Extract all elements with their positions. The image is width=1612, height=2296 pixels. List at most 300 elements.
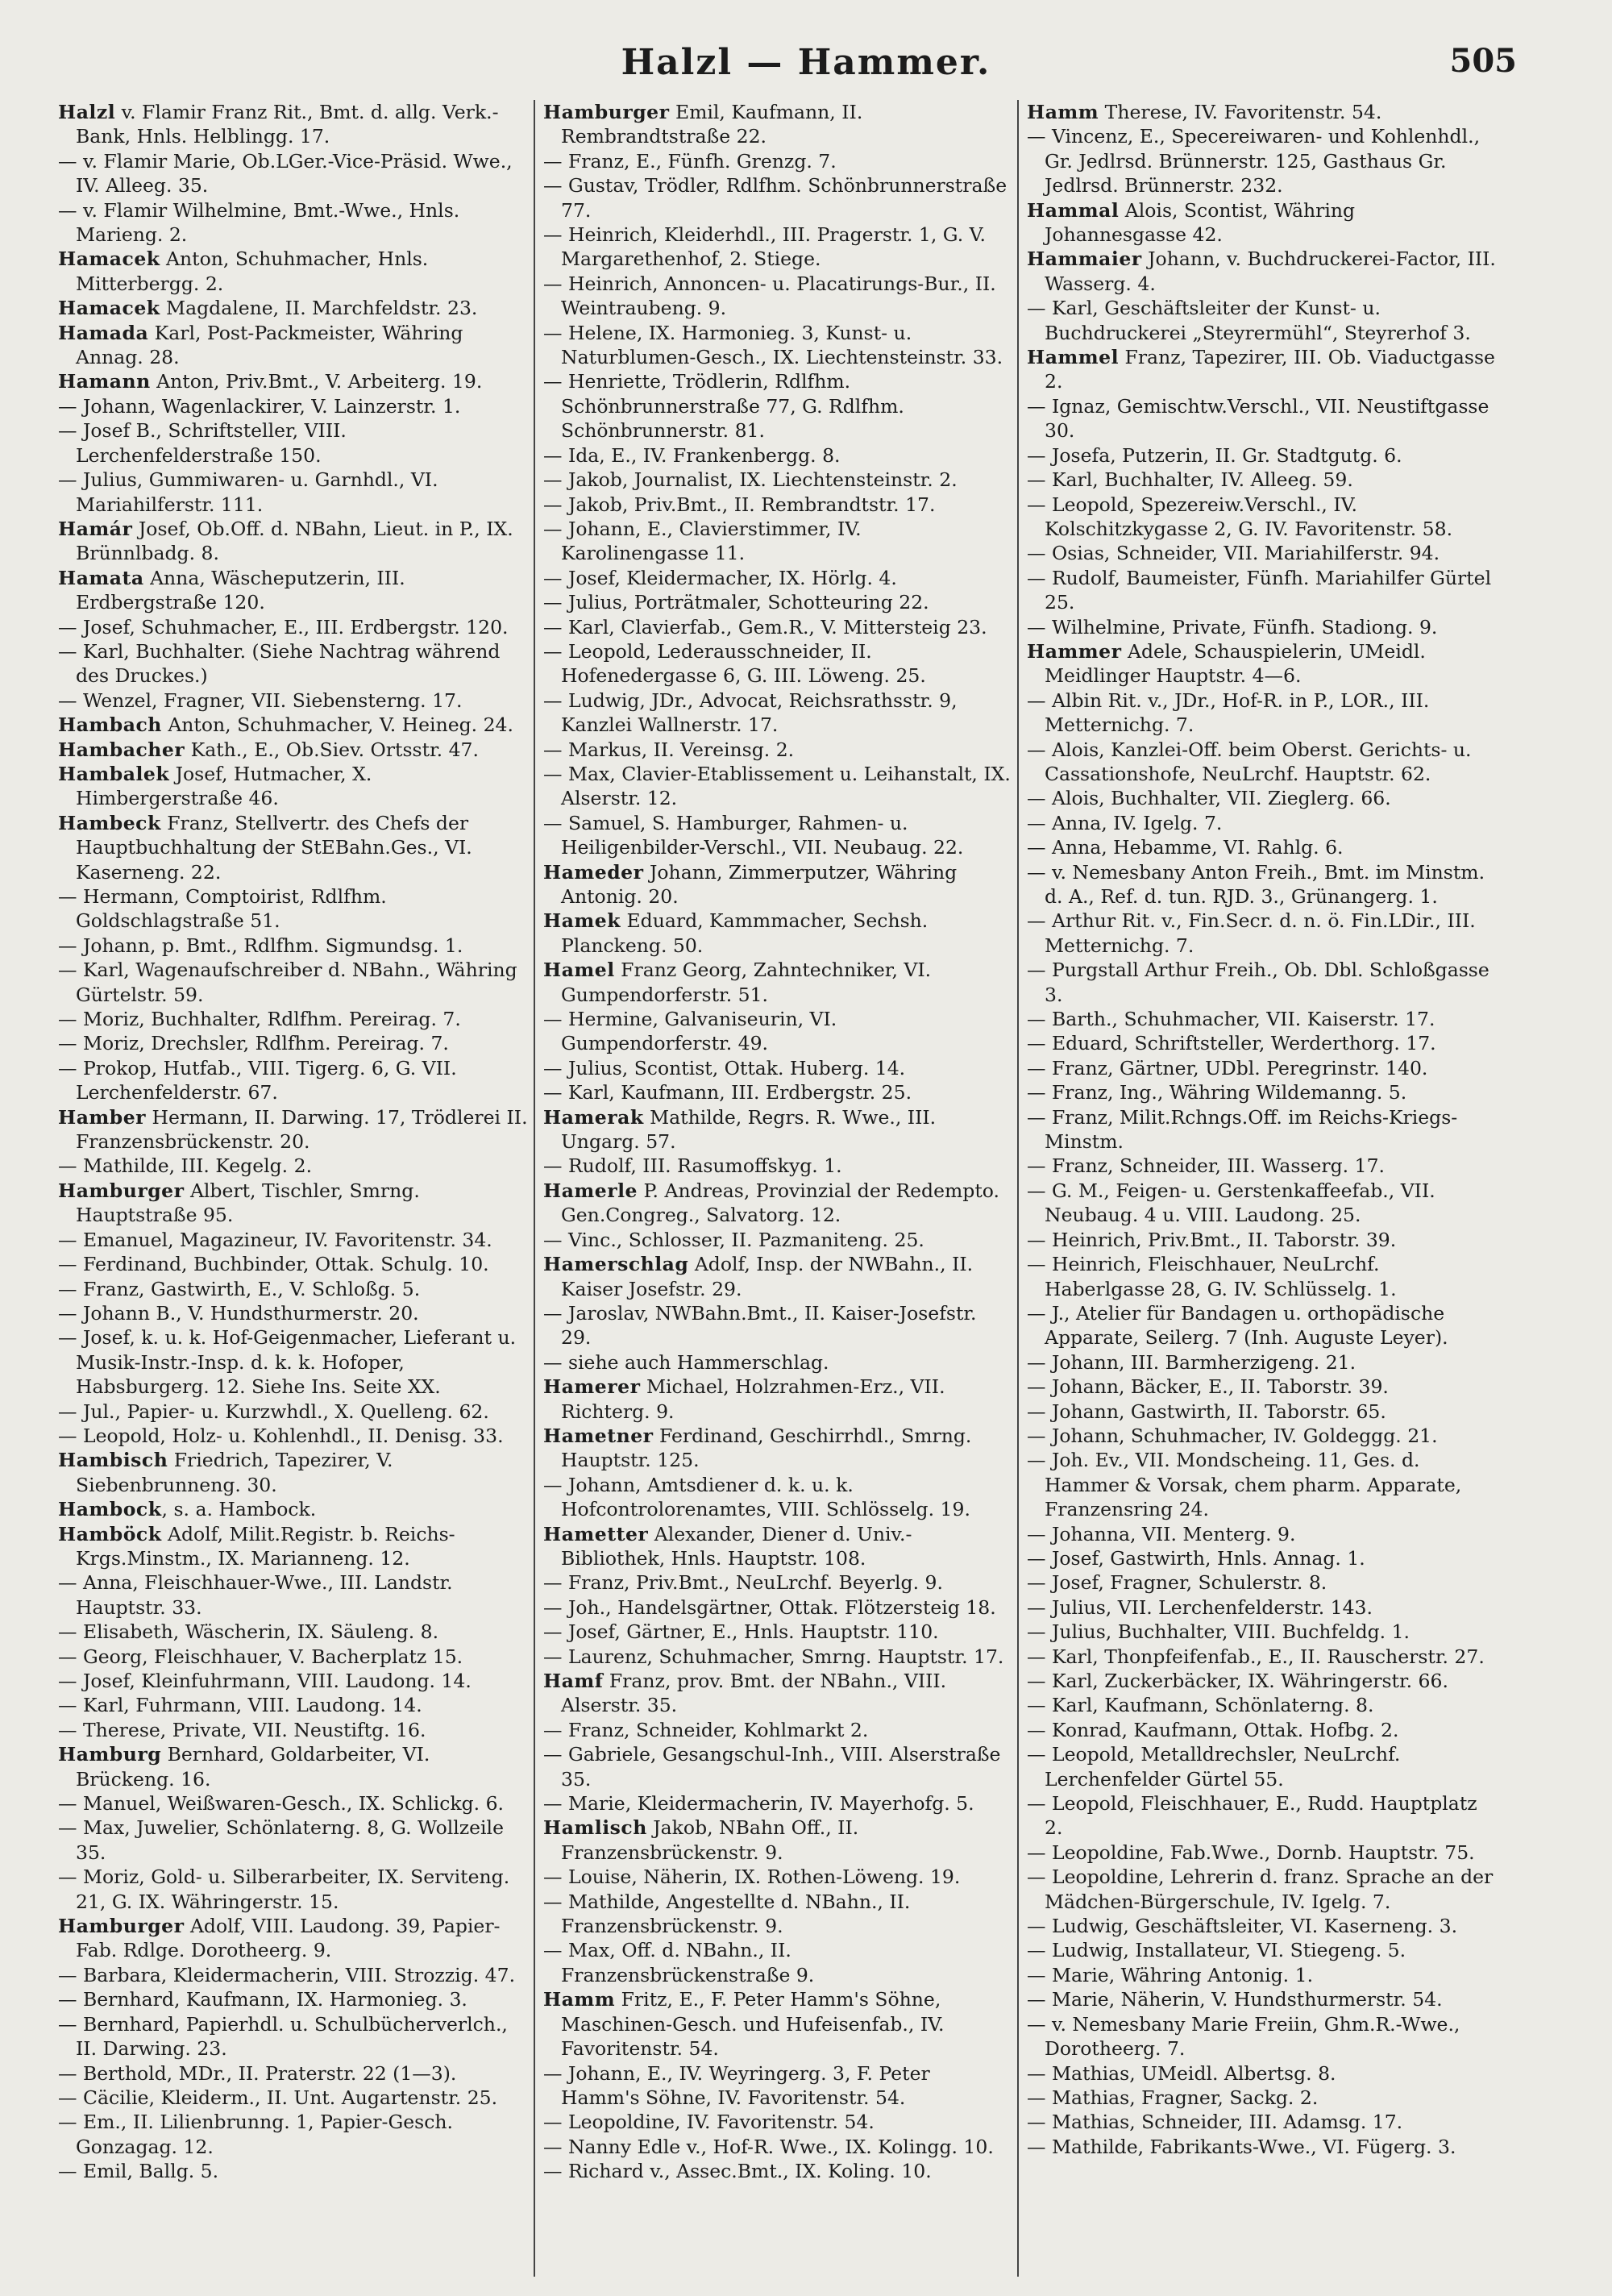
entry-text: — Mathias, Fragner, Sackg. 2. bbox=[1027, 2086, 1319, 2109]
entry-text: Franz, Tapezirer, III. Ob. Viaductgasse 2. bbox=[1045, 346, 1495, 393]
directory-entry bbox=[1027, 1424, 1496, 1448]
directory-entry bbox=[58, 1718, 529, 1742]
directory-entry bbox=[543, 100, 1012, 149]
directory-entry bbox=[58, 713, 529, 737]
directory-entry bbox=[58, 1277, 529, 1301]
directory-entry bbox=[543, 1987, 1012, 2061]
entry-text: — Anna, IV. Igelg. 7. bbox=[1027, 811, 1223, 834]
entry-text: — Heinrich, Fleischhauer, NeuLrchf. Haberlgasse 28, G. IV. Schlüsselg. 1. bbox=[1027, 1253, 1397, 1300]
entry-text: Hermann, II. Darwing. 17, Trödlerei II. Franzensbrückenstr. 20. bbox=[76, 1105, 528, 1154]
entry-text: Friedrich, Tapezirer, V. Siebenbrunneng. 30. bbox=[76, 1449, 393, 1496]
entry-text: Albert, Tischler, Smrng. Hauptstraße 95. bbox=[76, 1179, 420, 1227]
entry-text: — Jaroslav, NWBahn.Bmt., II. Kaiser-Josefstr. 29. bbox=[543, 1301, 977, 1350]
entry-text: — Johanna, VII. Menterg. 9. bbox=[1027, 1522, 1296, 1545]
directory-entry bbox=[543, 493, 1012, 517]
entry-text: — Johann, Amtsdiener d. k. u. k. Hofcontrolorenamtes, VIII. Schlösselg. 19. bbox=[543, 1473, 970, 1521]
directory-entry bbox=[543, 1718, 1012, 1742]
entry-text: Anton, Priv.Bmt., V. Arbeiterg. 19. bbox=[150, 370, 483, 393]
entry-text: — Cäcilie, Kleiderm., II. Unt. Augartenstr. 25. bbox=[58, 2086, 498, 2109]
directory-entry bbox=[543, 1350, 1012, 1375]
directory-entry bbox=[58, 884, 529, 934]
entry-text: — Emil, Ballg. 5. bbox=[58, 2160, 219, 2183]
directory-entry bbox=[58, 1007, 529, 1031]
entry-text: — Moriz, Buchhalter, Rdlfhm. Pereirag. 7. bbox=[58, 1008, 461, 1031]
entry-text: — siehe auch Hammerschlag. bbox=[543, 1350, 829, 1374]
entry-text: — Heinrich, Annoncen- u. Placatirungs-Bur., II. Weintraubeng. 9. bbox=[543, 272, 996, 320]
directory-entry bbox=[543, 1154, 1012, 1178]
entry-text: — Ida, E., IV. Frankenbergg. 8. bbox=[543, 443, 841, 467]
directory-entry bbox=[543, 468, 1012, 492]
entry-text: Karl, Post-Packmeister, Währing Annag. 28. bbox=[76, 321, 463, 369]
directory-entry bbox=[58, 2159, 529, 2183]
directory-entry bbox=[58, 688, 529, 713]
entry-text: — Karl, Kaufmann, Schönlaterng. 8. bbox=[1027, 1694, 1374, 1717]
directory-entry bbox=[1027, 738, 1496, 787]
entry-text: — Louise, Näherin, IX. Rothen-Löweng. 19. bbox=[543, 1866, 961, 1889]
entry-text: — Ludwig, Geschäftsleiter, VI. Kaserneng. 3. bbox=[1027, 1915, 1458, 1938]
directory-entry bbox=[58, 1400, 529, 1424]
page-number: 505 bbox=[1449, 42, 1517, 80]
entry-surname: Hamber bbox=[58, 1105, 147, 1129]
entry-text: Johann, Zimmerputzer, Währing Antonig. 20. bbox=[561, 860, 958, 908]
entry-text: Eduard, Kammmacher, Sechsh. Planckeng. 50. bbox=[561, 909, 929, 957]
directory-entry bbox=[1027, 1718, 1496, 1742]
directory-entry bbox=[543, 1080, 1012, 1104]
directory-entry bbox=[58, 1963, 529, 1987]
entry-text: — Richard v., Assec.Bmt., IX. Koling. 10. bbox=[543, 2160, 932, 2183]
entry-text: — Elisabeth, Wäscherin, IX. Säuleng. 8. bbox=[58, 1620, 439, 1644]
directory-entry bbox=[1027, 860, 1496, 909]
directory-entry bbox=[58, 1791, 529, 1816]
directory-entry bbox=[1027, 1350, 1496, 1375]
entry-text: — Johann, Schuhmacher, IV. Goldeggg. 21. bbox=[1027, 1424, 1438, 1447]
entry-surname: Hamann bbox=[58, 370, 151, 393]
entry-text: — Julius, VII. Lerchenfelderstr. 143. bbox=[1027, 1595, 1373, 1619]
directory-entry bbox=[58, 1865, 529, 1914]
entry-text: — Max, Clavier-Etablissement u. Leihanstalt, IX. Alserstr. 12. bbox=[543, 762, 1011, 810]
entry-surname: Hammaier bbox=[1027, 247, 1142, 271]
directory-entry bbox=[58, 811, 529, 884]
entry-text: Alexander, Diener d. Univ.-Bibliothek, Hnls. Hauptstr. 108. bbox=[561, 1522, 912, 1570]
entry-text: — Emanuel, Magazineur, IV. Favoritenstr. 34. bbox=[58, 1228, 492, 1251]
directory-entry bbox=[543, 1179, 1012, 1228]
entry-text: — Johann, E., IV. Weyringerg. 3, F. Peter Hamm's Söhne, IV. Favoritenstr. 54. bbox=[543, 2061, 930, 2109]
directory-entry bbox=[543, 1570, 1012, 1595]
directory-entry bbox=[1027, 688, 1496, 738]
entry-text: — Ludwig, Installateur, VI. Stiegeng. 5. bbox=[1027, 1939, 1406, 1962]
directory-entry bbox=[1027, 1865, 1496, 1914]
entry-text: Michael, Holzrahmen-Erz., VII. Richterg. 9. bbox=[561, 1375, 945, 1423]
entry-surname: Hambeck bbox=[58, 811, 161, 834]
directory-entry bbox=[543, 369, 1012, 443]
directory-entry bbox=[1027, 1841, 1496, 1865]
entry-text: — Franz, Priv.Bmt., NeuLrchf. Beyerlg. 9. bbox=[543, 1571, 943, 1595]
directory-entry bbox=[1027, 1570, 1496, 1595]
entry-surname: Hamel bbox=[543, 959, 615, 982]
entry-text: P. Andreas, Provinzial der Redempto. Gen.Congreg., Salvatorg. 12. bbox=[561, 1179, 999, 1227]
directory-entry bbox=[1027, 1375, 1496, 1399]
directory-entry bbox=[58, 566, 529, 615]
column-left bbox=[50, 100, 534, 2277]
directory-entry bbox=[543, 738, 1012, 762]
entry-text: — Hermine, Galvaniseurin, VI. Gumpendorferstr. 49. bbox=[543, 1008, 837, 1055]
directory-entry bbox=[1027, 835, 1496, 859]
entry-text: Adolf, Milit.Registr. b. Reichs-Krgs.Minstm., IX. Marianneng. 12. bbox=[76, 1522, 455, 1570]
directory-entry bbox=[543, 2061, 1012, 2111]
directory-entry bbox=[1027, 493, 1496, 542]
directory-entry bbox=[1027, 1645, 1496, 1669]
entry-text: Ferdinand, Geschirrhdl., Smrng. Hauptstr. 125. bbox=[561, 1424, 972, 1472]
directory-entry bbox=[58, 1669, 529, 1693]
entry-text: — Karl, Thonpfeifenfab., E., II. Rauscherstr. 27. bbox=[1027, 1645, 1485, 1668]
entry-text: Adolf, Insp. der NWBahn., II. Kaiser Josefstr. 29. bbox=[561, 1253, 974, 1300]
entry-text: — Konrad, Kaufmann, Ottak. Hofbg. 2. bbox=[1027, 1718, 1399, 1741]
entry-text: — Jul., Papier- u. Kurzwhdl., X. Quelleng. 62. bbox=[58, 1400, 489, 1423]
page-header bbox=[0, 32, 1612, 89]
directory-entry bbox=[543, 149, 1012, 173]
directory-entry bbox=[543, 223, 1012, 272]
entry-text: — Mathias, UMeidl. Albertsg. 8. bbox=[1027, 2061, 1336, 2085]
entry-text: — Albin Rit. v., JDr., Hof-R. in P., LOR., III. Metternichg. 7. bbox=[1027, 688, 1430, 737]
directory-entry bbox=[543, 909, 1012, 958]
entry-text: — Leopoldine, Fab.Wwe., Dornb. Hauptstr. 75. bbox=[1027, 1841, 1475, 1864]
entry-text: Anna, Wäscheputzerin, III. Erdbergstraße 120. bbox=[76, 566, 405, 614]
directory-entry bbox=[1027, 345, 1496, 394]
directory-entry bbox=[1027, 296, 1496, 345]
directory-entry bbox=[543, 1595, 1012, 1620]
entry-text: — Ferdinand, Buchbinder, Ottak. Schulg. 10. bbox=[58, 1253, 489, 1276]
entry-surname: Hambacher bbox=[58, 738, 185, 761]
directory-entry bbox=[543, 1742, 1012, 1791]
directory-entry bbox=[1027, 124, 1496, 198]
entry-text: Magdalene, II. Marchfeldstr. 23. bbox=[160, 297, 478, 320]
directory-entry bbox=[1027, 1546, 1496, 1570]
directory-entry bbox=[1027, 1742, 1496, 1791]
entry-text: — Johann B., V. Hundsthurmerstr. 20. bbox=[58, 1301, 419, 1325]
entry-text: — Wenzel, Fragner, VII. Siebensterng. 17. bbox=[58, 688, 463, 712]
directory-entry bbox=[58, 418, 529, 468]
entry-text: , s. a. Hambock. bbox=[161, 1498, 317, 1521]
entry-text: — Josefa, Putzerin, II. Gr. Stadtgutg. 6. bbox=[1027, 443, 1402, 467]
directory-entry bbox=[1027, 615, 1496, 639]
entry-surname: Halzl bbox=[58, 101, 116, 123]
entry-surname: Hamerak bbox=[543, 1105, 644, 1129]
directory-entry bbox=[543, 1620, 1012, 1644]
entry-text: Emil, Kaufmann, II. Rembrandtstraße 22. bbox=[561, 101, 863, 148]
directory-columns bbox=[50, 100, 1514, 2277]
entry-text: — v. Flamir Marie, Ob.LGer.-Vice-Präsid. Wwe., IV. Alleeg. 35. bbox=[58, 149, 513, 198]
entry-text: — Leopold, Metalldrechsler, NeuLrchf. Lerchenfelder Gürtel 55. bbox=[1027, 1743, 1401, 1791]
entry-text: — Purgstall Arthur Freih., Ob. Dbl. Schloßgasse 3. bbox=[1027, 959, 1489, 1006]
directory-entry bbox=[543, 615, 1012, 639]
entry-surname: Hamburger bbox=[58, 1179, 185, 1202]
entry-text: — Julius, Scontist, Ottak. Huberg. 14. bbox=[543, 1056, 906, 1079]
entry-surname: Hamerle bbox=[543, 1179, 638, 1202]
entry-text: Mathilde, Regrs. R. Wwe., III. Ungarg. 57. bbox=[561, 1105, 937, 1154]
entry-text: — Franz, Ing., Währing Wildemanng. 5. bbox=[1027, 1081, 1407, 1104]
directory-entry bbox=[543, 1375, 1012, 1424]
entry-surname: Hamlisch bbox=[543, 1816, 647, 1840]
directory-entry bbox=[1027, 2061, 1496, 2086]
directory-entry bbox=[543, 2159, 1012, 2183]
entry-text: — Arthur Rit. v., Fin.Secr. d. n. ö. Fin.LDir., III. Metternichg. 7. bbox=[1027, 909, 1476, 957]
entry-surname: Hambalek bbox=[58, 762, 170, 785]
entry-text: — Prokop, Hutfab., VIII. Tigerg. 6, G. VII. Lerchenfelderstr. 67. bbox=[58, 1056, 457, 1104]
directory-entry bbox=[543, 173, 1012, 223]
entry-text: — Wilhelmine, Private, Fünfh. Stadiong. 9. bbox=[1027, 615, 1438, 638]
directory-entry bbox=[1027, 1522, 1496, 1546]
entry-text: — Max, Off. d. NBahn., II. Franzensbrückenstraße 9. bbox=[543, 1939, 815, 1986]
directory-entry bbox=[1027, 541, 1496, 565]
entry-text: — Josef, k. u. k. Hof-Geigenmacher, Lieferant u. Musik-Instr.-Insp. d. k. k. Hofoper, Habsburgerg. 12. Siehe Ins. Seite XX. bbox=[58, 1326, 517, 1399]
entry-text: — Jakob, Journalist, IX. Liechtensteinstr. 2. bbox=[543, 468, 958, 492]
directory-entry bbox=[1027, 443, 1496, 468]
directory-entry bbox=[1027, 2135, 1496, 2159]
entry-text: — Karl, Buchhalter. (Siehe Nachtrag während des Druckes.) bbox=[58, 639, 501, 688]
directory-entry bbox=[58, 1816, 529, 1865]
entry-text: — v. Nemesbany Anton Freih., Bmt. im Minstm. d. A., Ref. d. tun. RJD. 3., Grünangerg. 1. bbox=[1027, 860, 1485, 908]
directory-entry bbox=[1027, 2086, 1496, 2110]
entry-text: — Josef B., Schriftsteller, VIII. Lerchenfelderstraße 150. bbox=[58, 419, 347, 467]
directory-entry bbox=[543, 639, 1012, 688]
entry-surname: Hamburger bbox=[58, 1915, 185, 1938]
directory-entry bbox=[58, 1154, 529, 1178]
directory-entry bbox=[543, 272, 1012, 321]
entry-text: Alois, Scontist, Währing Johannesgasse 42. bbox=[1045, 198, 1356, 247]
directory-entry bbox=[58, 468, 529, 517]
directory-entry bbox=[1027, 639, 1496, 688]
entry-text: — Franz, E., Fünfh. Grenzg. 7. bbox=[543, 149, 837, 173]
entry-text: — Franz, Gärtner, UDbl. Peregrinstr. 140. bbox=[1027, 1056, 1428, 1079]
directory-entry bbox=[1027, 1007, 1496, 1031]
entry-text: — Bernhard, Kaufmann, IX. Harmonieg. 3. bbox=[58, 1988, 467, 2011]
entry-text: — Karl, Fuhrmann, VIII. Laudong. 14. bbox=[58, 1694, 422, 1717]
directory-entry bbox=[543, 1816, 1012, 1865]
entry-text: — Karl, Zuckerbäcker, IX. Währingerstr. 66. bbox=[1027, 1670, 1448, 1692]
entry-text: — Bernhard, Papierhdl. u. Schulbücherverlch., II. Darwing. 23. bbox=[58, 2012, 508, 2061]
directory-entry bbox=[58, 198, 529, 247]
entry-text: — Julius, Porträtmaler, Schotteuring 22. bbox=[543, 591, 929, 614]
directory-entry bbox=[1027, 1693, 1496, 1717]
entry-text: — Josef, Fragner, Schulerstr. 8. bbox=[1027, 1571, 1327, 1595]
entry-text: — Heinrich, Kleiderhdl., III. Pragerstr. 1, G. V. Margarethenhof, 2. Stiege. bbox=[543, 223, 987, 271]
entry-surname: Hambach bbox=[58, 713, 162, 737]
entry-text: — Osias, Schneider, VII. Mariahilferstr. 94. bbox=[1027, 542, 1440, 565]
directory-entry bbox=[58, 296, 529, 320]
directory-entry bbox=[58, 1056, 529, 1105]
directory-entry bbox=[1027, 1914, 1496, 1938]
directory-entry bbox=[1027, 811, 1496, 835]
entry-surname: Hamburger bbox=[543, 101, 670, 123]
entry-text: Franz Georg, Zahntechniker, VI. Gumpendorferstr. 51. bbox=[561, 959, 932, 1006]
entry-text: — Karl, Clavierfab., Gem.R., V. Mittersteig 23. bbox=[543, 615, 987, 638]
entry-text: — Johann, III. Barmherzigeng. 21. bbox=[1027, 1350, 1356, 1374]
directory-entry bbox=[1027, 394, 1496, 443]
directory-entry bbox=[543, 443, 1012, 468]
entry-text: — v. Flamir Wilhelmine, Bmt.-Wwe., Hnls. Marieng. 2. bbox=[58, 198, 460, 247]
directory-entry bbox=[1027, 1938, 1496, 1962]
entry-text: — Karl, Geschäftsleiter der Kunst- u. Buchdruckerei „Steyrermühl“, Steyrerhof 3. bbox=[1027, 297, 1471, 344]
entry-surname: Hamf bbox=[543, 1670, 604, 1692]
entry-surname: Hamacek bbox=[58, 247, 160, 271]
entry-text: — Johann, Bäcker, E., II. Taborstr. 39. bbox=[1027, 1375, 1389, 1399]
entry-surname: Hamerer bbox=[543, 1375, 641, 1399]
directory-entry bbox=[543, 321, 1012, 370]
entry-text: — Alois, Kanzlei-Off. beim Oberst. Gerichts- u. Cassationshofe, NeuLrchf. Hauptstr. 62. bbox=[1027, 738, 1472, 785]
entry-text: — G. M., Feigen- u. Gerstenkaffeefab., VII. Neubaug. 4 u. VIII. Laudong. 25. bbox=[1027, 1179, 1435, 1227]
entry-text: — Johann, p. Bmt., Rdlfhm. Sigmundsg. 1. bbox=[58, 934, 463, 957]
directory-entry bbox=[1027, 1620, 1496, 1644]
entry-text: Adolf, VIII. Laudong. 39, Papier-Fab. Rdlge. Dorotheerg. 9. bbox=[76, 1915, 501, 1962]
directory-entry bbox=[1027, 566, 1496, 615]
entry-text: — Jakob, Priv.Bmt., II. Rembrandtstr. 17. bbox=[543, 493, 936, 516]
entry-text: — Georg, Fleischhauer, V. Bacherplatz 15. bbox=[58, 1645, 463, 1668]
entry-surname: Hambock bbox=[58, 1498, 162, 1521]
entry-text: — Vinc., Schlosser, II. Pazmaniteng. 25. bbox=[543, 1228, 924, 1251]
entry-text: — Gabriele, Gesangschul-Inh., VIII. Alserstraße 35. bbox=[543, 1743, 1001, 1791]
entry-text: — Josef, Schuhmacher, E., III. Erdbergstr. 120. bbox=[58, 615, 509, 638]
directory-entry bbox=[543, 2135, 1012, 2159]
directory-entry bbox=[543, 1105, 1012, 1154]
entry-text: — Mathilde, Angestellte d. NBahn., II. Franzensbrückenstr. 9. bbox=[543, 1890, 911, 1938]
entry-text: — Leopold, Spezereiw.Verschl., IV. Kolschitzkygasse 2, G. IV. Favoritenstr. 58. bbox=[1027, 493, 1453, 540]
entry-text: Franz, prov. Bmt. der NBahn., VIII. Alserstr. 35. bbox=[561, 1670, 947, 1717]
directory-entry bbox=[543, 566, 1012, 590]
directory-entry bbox=[543, 1865, 1012, 1889]
entry-text: — Moriz, Gold- u. Silberarbeiter, IX. Serviteng. 21, G. IX. Währingerstr. 15. bbox=[58, 1866, 510, 1913]
directory-entry bbox=[1027, 909, 1496, 958]
entry-surname: Hamburg bbox=[58, 1743, 162, 1766]
entry-text: — Joh. Ev., VII. Mondscheing. 11, Ges. d. Hammer & Vorsak, chem pharm. Apparate, Franzensring 24. bbox=[1027, 1449, 1462, 1521]
directory-entry bbox=[58, 247, 529, 296]
entry-text: — Samuel, S. Hamburger, Rahmen- u. Heiligenbilder-Verschl., VII. Neubaug. 22. bbox=[543, 811, 964, 859]
entry-text: Fritz, E., F. Peter Hamm's Söhne, Maschinen-Gesch. und Hufeisenfab., IV. Favoritenstr. 54. bbox=[561, 1988, 945, 2061]
entry-text: Adele, Schauspielerin, UMeidl. Meidlinger Hauptstr. 4—6. bbox=[1045, 639, 1426, 688]
entry-text: — Johann, Wagenlackirer, V. Lainzerstr. 1. bbox=[58, 394, 461, 418]
entry-text: — Josef, Gastwirth, Hnls. Annag. 1. bbox=[1027, 1546, 1365, 1570]
entry-text: — Mathilde, III. Kegelg. 2. bbox=[58, 1154, 313, 1178]
directory-entry bbox=[58, 958, 529, 1007]
entry-text: — Johann, E., Clavierstimmer, IV. Karolinengasse 11. bbox=[543, 517, 862, 565]
directory-entry bbox=[58, 1325, 529, 1399]
entry-text: — Ludwig, JDr., Advocat, Reichsrathsstr. 9, Kanzlei Wallnerstr. 17. bbox=[543, 688, 958, 737]
directory-entry bbox=[58, 149, 529, 198]
directory-entry bbox=[543, 1473, 1012, 1522]
column-middle bbox=[534, 100, 1017, 2277]
entry-surname: Hamata bbox=[58, 566, 144, 589]
directory-entry bbox=[1027, 2012, 1496, 2061]
entry-text: — Barbara, Kleidermacherin, VIII. Strozzig. 47. bbox=[58, 1963, 516, 1986]
entry-text: — Leopold, Holz- u. Kohlenhdl., II. Denisg. 33. bbox=[58, 1424, 504, 1447]
directory-entry bbox=[1027, 1179, 1496, 1228]
directory-entry bbox=[1027, 1400, 1496, 1424]
entry-surname: Hametner bbox=[543, 1424, 654, 1447]
directory-entry bbox=[543, 1890, 1012, 1939]
entry-text: Johann, v. Buchdruckerei-Factor, III. Wasserg. 4. bbox=[1045, 247, 1496, 295]
directory-entry bbox=[1027, 1669, 1496, 1693]
directory-entry bbox=[543, 860, 1012, 909]
directory-entry bbox=[58, 394, 529, 418]
directory-entry bbox=[58, 762, 529, 811]
directory-entry bbox=[543, 1522, 1012, 1571]
entry-text: — Josef, Kleinfuhrmann, VIII. Laudong. 14. bbox=[58, 1670, 472, 1692]
directory-entry bbox=[1027, 468, 1496, 492]
directory-entry bbox=[543, 517, 1012, 566]
directory-entry bbox=[58, 1570, 529, 1620]
entry-text: — Franz, Milit.Rchngs.Off. im Reichs-Kriegs-Minstm. bbox=[1027, 1105, 1458, 1154]
directory-entry bbox=[58, 1179, 529, 1228]
entry-surname: Hammer bbox=[1027, 639, 1122, 663]
entry-text: Josef, Ob.Off. d. NBahn, Lieut. in P., IX. Brünnlbadg. 8. bbox=[76, 517, 513, 565]
entry-text: — Franz, Schneider, Kohlmarkt 2. bbox=[543, 1718, 869, 1741]
entry-surname: Hammal bbox=[1027, 198, 1120, 222]
entry-surname: Hamár bbox=[58, 517, 133, 540]
directory-entry bbox=[58, 100, 529, 149]
entry-text: Therese, IV. Favoritenstr. 54. bbox=[1099, 101, 1382, 123]
directory-entry bbox=[543, 1424, 1012, 1473]
entry-text: — Max, Juwelier, Schönlaterng. 8, G. Wollzeile 35. bbox=[58, 1816, 504, 1864]
entry-text: — Johann, Gastwirth, II. Taborstr. 65. bbox=[1027, 1400, 1386, 1423]
directory-entry bbox=[58, 517, 529, 566]
entry-text: — Rudolf, Baumeister, Fünfh. Mariahilfer Gürtel 25. bbox=[1027, 566, 1492, 614]
directory-entry bbox=[58, 2110, 529, 2159]
entry-text: — Rudolf, III. Rasumoffskyg. 1. bbox=[543, 1154, 842, 1178]
directory-entry bbox=[58, 1031, 529, 1055]
entry-text: — Heinrich, Priv.Bmt., II. Taborstr. 39. bbox=[1027, 1228, 1397, 1251]
directory-entry bbox=[58, 639, 529, 688]
directory-entry bbox=[1027, 2110, 1496, 2134]
directory-entry bbox=[1027, 1105, 1496, 1154]
entry-text: — Anna, Fleischhauer-Wwe., III. Landstr. Hauptstr. 33. bbox=[58, 1571, 453, 1619]
directory-entry bbox=[543, 2110, 1012, 2134]
entry-text: — Leopoldine, Lehrerin d. franz. Sprache an der Mädchen-Bürgerschule, IV. Igelg. 7. bbox=[1027, 1866, 1494, 1913]
directory-entry bbox=[1027, 1080, 1496, 1104]
entry-surname: Hammel bbox=[1027, 346, 1120, 369]
directory-entry bbox=[1027, 1595, 1496, 1620]
entry-text: — Mathias, Schneider, III. Adamsg. 17. bbox=[1027, 2111, 1403, 2134]
entry-text: — J., Atelier für Bandagen u. orthopädische Apparate, Seilerg. 7 (Inh. Auguste Leyer). bbox=[1027, 1301, 1448, 1350]
directory-entry bbox=[58, 1448, 529, 1497]
entry-text: — Karl, Buchhalter, IV. Alleeg. 59. bbox=[1027, 468, 1353, 492]
directory-entry bbox=[1027, 198, 1496, 247]
entry-text: — Josef, Gärtner, E., Hnls. Hauptstr. 110. bbox=[543, 1620, 939, 1644]
entry-text: Franz, Stellvertr. des Chefs der Hauptbuchhaltung der StEBahn.Ges., VI. Kaserneng. 22. bbox=[76, 811, 472, 884]
entry-text: — Eduard, Schriftsteller, Werderthorg. 17. bbox=[1027, 1032, 1436, 1055]
directory-entry bbox=[58, 1497, 529, 1521]
entry-text: — Franz, Gastwirth, E., V. Schloßg. 5. bbox=[58, 1277, 421, 1300]
entry-text: — Franz, Schneider, III. Wasserg. 17. bbox=[1027, 1154, 1385, 1178]
directory-entry bbox=[543, 958, 1012, 1007]
directory-entry bbox=[1027, 1154, 1496, 1178]
entry-text: — Julius, Buchhalter, VIII. Buchfeldg. 1. bbox=[1027, 1620, 1410, 1644]
directory-entry bbox=[1027, 247, 1496, 296]
entry-text: Jakob, NBahn Off., II. Franzensbrückenstr. 9. bbox=[561, 1816, 859, 1864]
entry-text: — v. Nemesbany Marie Freiin, Ghm.R.-Wwe., Dorotheerg. 7. bbox=[1027, 2012, 1460, 2061]
directory-entry bbox=[58, 738, 529, 762]
directory-entry bbox=[543, 1669, 1012, 1718]
directory-entry bbox=[543, 1252, 1012, 1301]
entry-surname: Hamek bbox=[543, 909, 621, 933]
directory-entry bbox=[1027, 786, 1496, 810]
directory-entry bbox=[58, 369, 529, 393]
entry-text: v. Flamir Franz Rit., Bmt. d. allg. Verk.-Bank, Hnls. Helblingg. 17. bbox=[76, 101, 499, 148]
directory-entry bbox=[58, 1914, 529, 1963]
entry-text: — Helene, IX. Harmonieg. 3, Kunst- u. Naturblumen-Gesch., IX. Liechtensteinstr. 33. bbox=[543, 321, 1003, 369]
directory-entry bbox=[543, 762, 1012, 811]
entry-text: — Josef, Kleidermacher, IX. Hörlg. 4. bbox=[543, 566, 897, 589]
directory-entry bbox=[543, 811, 1012, 860]
entry-surname: Hamacek bbox=[58, 297, 160, 320]
